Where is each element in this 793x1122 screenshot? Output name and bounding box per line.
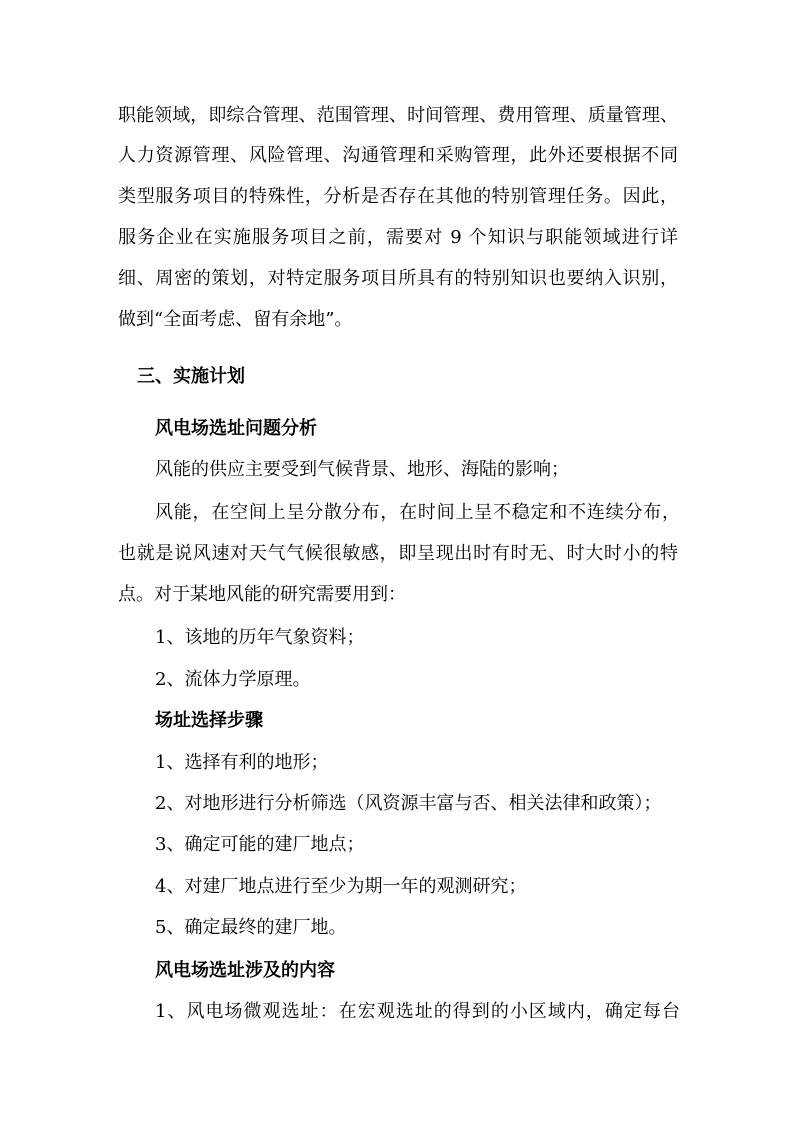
subsection-1-heading: 风电场选址问题分析 [155, 418, 317, 439]
subsection-2-item-1: 1、选择有利的地形； [155, 752, 329, 773]
intro-line-3: 类型服务项目的特殊性，分析是否存在其他的特别管理任务。因此， [118, 186, 678, 207]
intro-line-5: 细、周密的策划，对特定服务项目所具有的特别知识也要纳入识别， [118, 268, 678, 289]
intro-line-6: 做到“全面考虑、留有余地”。 [118, 309, 353, 330]
subsection-1-paragraph-1: 风能的供应主要受到气候背景、地形、海陆的影响； [155, 459, 569, 480]
subsection-1-paragraph-2-line-1: 风能，在空间上呈分散分布，在时间上呈不稳定和不连续分布， [155, 502, 680, 523]
subsection-1-item-1: 1、该地的历年气象资料； [155, 627, 365, 648]
subsection-1-paragraph-2-line-3: 点。对于某地风能的研究需要用到： [118, 584, 406, 605]
section-heading: 三、实施计划 [137, 366, 245, 387]
subsection-3-item-1: 1、风电场微观选址：在宏观选址的得到的小区域内，确定每台 [155, 1001, 680, 1022]
subsection-1-item-2: 2、流体力学原理。 [155, 669, 311, 690]
subsection-2-item-4: 4、对建厂地点进行至少为期一年的观测研究； [155, 876, 527, 897]
subsection-3-heading: 风电场选址涉及的内容 [155, 960, 335, 981]
intro-line-4: 服务企业在实施服务项目之前，需要对 9 个知识与职能领域进行详 [118, 227, 678, 248]
subsection-2-item-3: 3、确定可能的建厂地点； [155, 834, 365, 855]
subsection-2-item-5: 5、确定最终的建厂地。 [155, 917, 347, 938]
intro-line-2: 人力资源管理、风险管理、沟通管理和采购管理，此外还要根据不同 [118, 145, 678, 166]
subsection-2-heading: 场址选择步骤 [155, 710, 263, 731]
subsection-2-item-2: 2、对地形进行分析筛选（风资源丰富与否、相关法律和政策）； [155, 793, 662, 814]
subsection-1-paragraph-2-line-2: 也就是说风速对天气气候很敏感，即呈现出时有时无、时大时小的特 [118, 543, 678, 564]
intro-line-1: 职能领域，即综合管理、范围管理、时间管理、费用管理、质量管理、 [118, 105, 678, 126]
